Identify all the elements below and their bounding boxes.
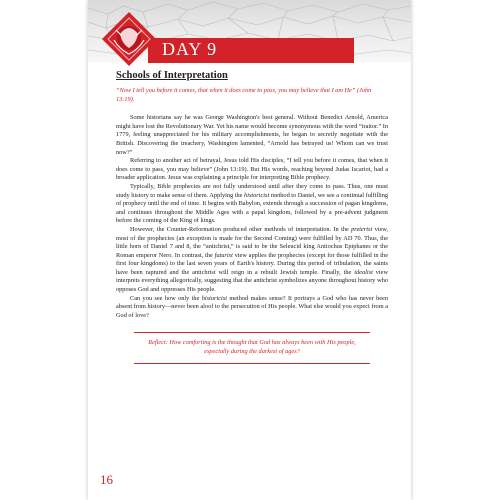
- day-banner: [148, 38, 354, 63]
- lion-emblem-icon: [100, 10, 158, 68]
- paragraph: Referring to another act of betrayal, Jesus told His disciples, “I tell you before it comes, that when it does come to pass, you may believe” (John 13:19). But His words, reaching beyond Judas Iscariot, had a broader application. Jesus was explaining a principle for interpreting Bible prophecy.: [116, 157, 388, 182]
- article-body: [116, 114, 388, 320]
- divider-top: [134, 332, 370, 333]
- paragraph: Typically, Bible prophecies are not fully understood until after they come to pass. Thus, one must study history to make sense of them. Applying the historicist method to Daniel, we see a continual fulfilling of prophecy until the end of time. It begins with Babylon, extends through a succession of pagan kingdoms, and continues throughout the Middle Ages with a papal kingdom, followed by a pre-advent judgment before the coming of the King of kings.: [116, 182, 388, 225]
- section-title: Schools of Interpretation: [116, 70, 228, 81]
- reflect-prompt: Reflect: How comforting is the thought that God has always been with His people, especially during the darkest of ages?: [148, 339, 356, 356]
- page-content: [116, 70, 388, 364]
- paragraph: However, the Counter-Reformation produced other methods of interpretation. In the preterist view, most of the prophecies (an exception is made for the Second Coming) were fulfilled by AD 70. Thus, the little horn of Daniel 7 and 8, the “antichrist,” is said to be the Seleucid king Antiochus Epiphanes or the Roman emperor Nero. In contrast, the futurist view applies the prophecies (except for those fulfilled in the first four kingdoms) to the last seven years of Earth's history. During this period of tribulation, the saints have been raptured and the antichrist will reign in a rebuilt Jewish temple. Finally, the idealist view interprets everything allegorically, suggesting that the antichrist symbolizes anyone throughout history who opposes God and oppresses His people.: [116, 225, 388, 294]
- paragraph: Can you see how only the historicist method makes sense? It portrays a God who has never been absent from history—never been aloof to the persecution of His people. What else would you expect from a God of love?: [116, 294, 389, 319]
- divider-bottom: [134, 363, 370, 364]
- scripture-verse: “Now I tell you before it comes, that when it does come to pass, you may believe that I am He” (John 13:19).: [116, 87, 372, 103]
- paragraph: Some historians say he was George Washington's best general. Without Benedict Arnold, America might have lost the Revolutionary War. Yet his name would become synonymous with the word “traitor.” In 1779, feeling unappreciated for his military accomplishments, he began to secretly negotiate with the British. Discovering the treachery, Washington lamented, “Arnold has betrayed us! Whom can we trust now?”: [116, 114, 388, 156]
- page-header: [88, 0, 411, 62]
- day-label: DAY 9: [162, 39, 218, 59]
- page-number: 16: [100, 472, 113, 487]
- book-page: [88, 0, 411, 500]
